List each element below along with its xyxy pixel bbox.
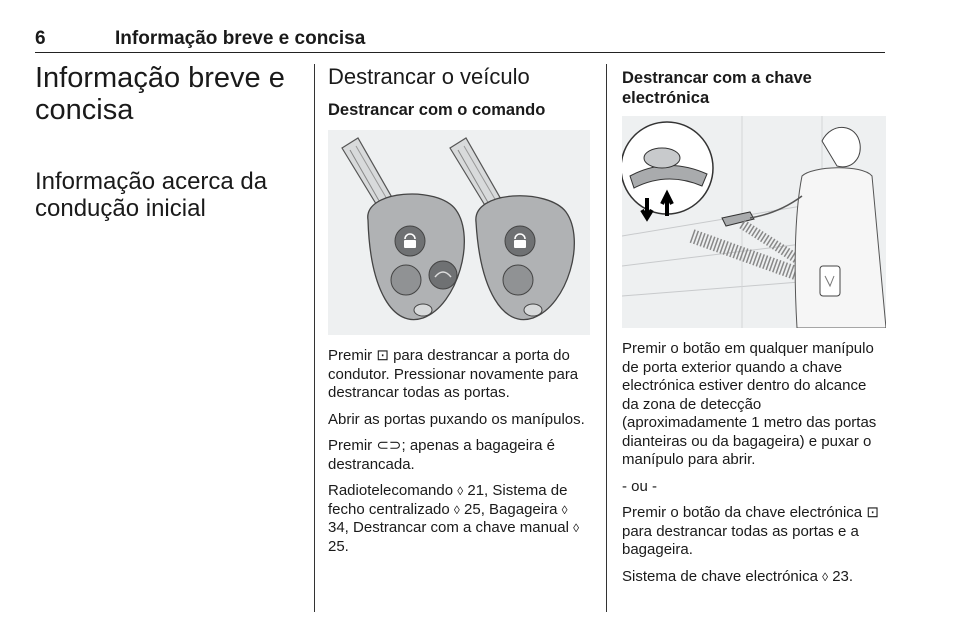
- running-title: Informação breve e concisa: [115, 28, 366, 49]
- column-divider-1: [314, 64, 315, 612]
- paragraph-or: - ou -: [622, 477, 658, 495]
- column-1: [35, 62, 300, 222]
- tailgate-icon: ⊂⊃: [376, 437, 402, 454]
- column-3: [622, 62, 887, 594]
- unlock-icon: ⊡: [866, 504, 879, 521]
- reference-arrow-icon: ◊: [561, 502, 568, 517]
- column-2: [328, 62, 590, 564]
- section-title-initial-driving: Informação acerca da condução inicial: [35, 168, 268, 222]
- reference-arrow-icon: ◊: [573, 521, 580, 535]
- main-title: Informação breve e concisa: [35, 62, 285, 126]
- paragraph-unlock-driver: Premir ⊡ para destrancar a porta do condutor. Pressionar novamente para destrancar todas as portas.: [328, 347, 579, 401]
- reference-arrow-icon: ◊: [457, 484, 464, 498]
- paragraph-tailgate: Premir ⊂⊃; apenas a bagageira é destrancada.: [328, 437, 555, 473]
- paragraph-electronic-button: Premir o botão da chave electrónica ⊡ para destrancar todas as portas e a bagageira.: [622, 504, 879, 558]
- electronic-key-illustration: [622, 116, 886, 328]
- reference-arrow-icon: ◊: [453, 502, 460, 517]
- column-divider-2: [606, 64, 607, 612]
- reference-arrow-icon: ◊: [822, 569, 829, 584]
- unlock-icon: ⊡: [376, 347, 389, 364]
- paragraph-open-doors: Abrir as portas puxando os manípulos.: [328, 410, 585, 428]
- remote-keys-illustration: [328, 130, 590, 335]
- subtitle-remote: Destrancar com o comando: [328, 101, 546, 119]
- subtitle-electronic-key: Destrancar com a chave electrónica: [622, 69, 812, 107]
- section-title-unlock: Destrancar o veículo: [328, 64, 530, 89]
- paragraph-references: Radiotelecomando ◊ 21, Sistema de fecho centralizado ◊ 25, Bagageira ◊ 34, Destrancar com a chave manual ◊ 25.: [328, 482, 580, 555]
- paragraph-electronic-unlock: Premir o botão em qualquer manípulo de porta exterior quando a chave electrónica estiver dentro do alcance da zona de detecção (aproximadamente 1 metro das portas dianteiras ou da bagageira) e puxar o manípulo para abrir.: [622, 340, 877, 468]
- paragraph-electronic-reference: Sistema de chave electrónica ◊ 23.: [622, 567, 854, 585]
- page-number: 6: [35, 28, 46, 49]
- page-header: [35, 26, 885, 53]
